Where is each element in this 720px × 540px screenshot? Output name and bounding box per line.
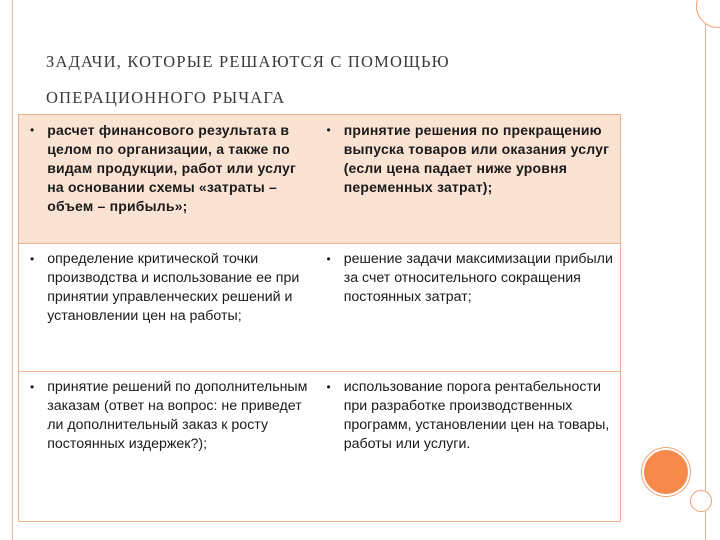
table-row: [19, 115, 621, 244]
task-cell-left: определение критической точки производства и использование ее при принятии управленческих решений и установлении цен на работы;: [47, 244, 315, 372]
slide-title: [46, 44, 646, 116]
task-cell-right: принятие решения по прекращению выпуска товаров или оказания услуг (если цена падает ниже уровня переменных затрат);: [344, 115, 621, 244]
bullet: •: [315, 244, 343, 372]
bullet: •: [315, 372, 343, 522]
decor-circle-orange: [642, 448, 690, 496]
task-cell-left: расчет финансового результата в целом по организации, а также по видам продукции, работ или услуг на основании схемы «затраты – объем – прибыль»;: [47, 115, 315, 244]
bullet: •: [315, 115, 343, 244]
task-cell-right: использование порога рентабельности при разработке производственных программ, установлении цен на товары, работы или услуги.: [344, 372, 621, 522]
table-row: [19, 244, 621, 372]
frame-line-left: [12, 0, 13, 540]
bullet: •: [19, 372, 48, 522]
bullet: •: [19, 244, 48, 372]
frame-line-right: [705, 0, 706, 540]
decor-circle-small: [690, 490, 712, 512]
decor-circle-top: [696, 0, 720, 28]
slide-title-line-2: ОПЕРАЦИОННОГО РЫЧАГА: [46, 88, 286, 107]
table-row: [19, 372, 621, 522]
task-cell-right: решение задачи максимизации прибыли за счет относительного сокращения постоянных затрат;: [344, 244, 621, 372]
tasks-table: [18, 114, 621, 522]
slide-title-line-1: ЗАДАЧИ, КОТОРЫЕ РЕШАЮТСЯ С ПОМОЩЬЮ: [46, 52, 450, 71]
task-cell-left: принятие решений по дополнительным заказам (ответ на вопрос: не приведет ли дополнительный заказ к росту постоянных издержек?);: [47, 372, 315, 522]
bullet: •: [19, 115, 48, 244]
